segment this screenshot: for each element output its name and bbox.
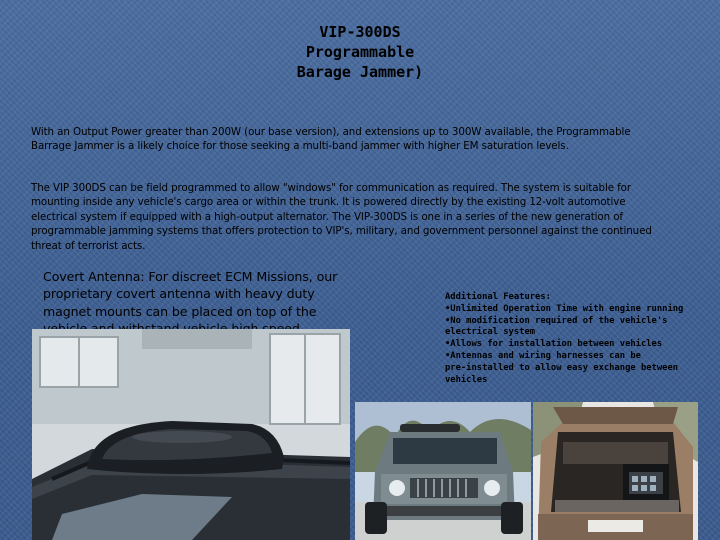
- covert-antenna-text: Covert Antenna: For discreet ECM Missions, our proprietary covert antenna with heavy duty magnet mounts can be placed on top of the: [43, 269, 338, 319]
- description-paragraph: The VIP 300DS can be field programmed to allow "windows" for communication as required. The system is suitable for mounting inside any vehicle's cargo area or within the trunk. It is powered directly by the existing 12-volt automotive electrical system if equipped with a high-output alternator. The VIP-300DS is one in a series of the new generation of programmable jamming systems that offers protection to VIP's, military, and government personnel against the continued threat of terrorist acts.: [31, 182, 652, 252]
- additional-features: [445, 292, 700, 386]
- feature-line: •Allows for installation between vehicles: [445, 339, 663, 350]
- page-title: [0, 22, 720, 82]
- feature-line: vehicles: [445, 374, 488, 385]
- features-heading: Additional Features:: [445, 292, 551, 302]
- covert-antenna-photo: [32, 329, 350, 540]
- suv-photo-image: [533, 402, 698, 540]
- feature-line: •Antennas and wiring harnesses can be: [445, 350, 641, 361]
- feature-line: •No modification required of the vehicle's: [445, 315, 668, 326]
- feature-line: electrical system: [445, 327, 536, 338]
- title-line-3: Barage Jammer): [296, 63, 424, 81]
- suv-cargo-photo: [533, 402, 698, 540]
- hummer-vehicle-photo: [355, 402, 531, 540]
- feature-line: •Unlimited Operation Time with engine running: [445, 303, 684, 314]
- hummer-photo-image: [355, 402, 531, 540]
- intro-paragraph: With an Output Power greater than 200W (our base version), and extensions up to 300W available, the Programmable Barrage Jammer is a likely choice for those seeking a multi-band jammer with higher EM saturation levels.: [31, 126, 631, 153]
- feature-line: pre-installed to allow easy exchange between: [445, 362, 679, 373]
- antenna-photo-image: [32, 329, 350, 540]
- title-line-2: Programmable: [305, 43, 415, 61]
- title-line-1: VIP-300DS: [319, 23, 401, 41]
